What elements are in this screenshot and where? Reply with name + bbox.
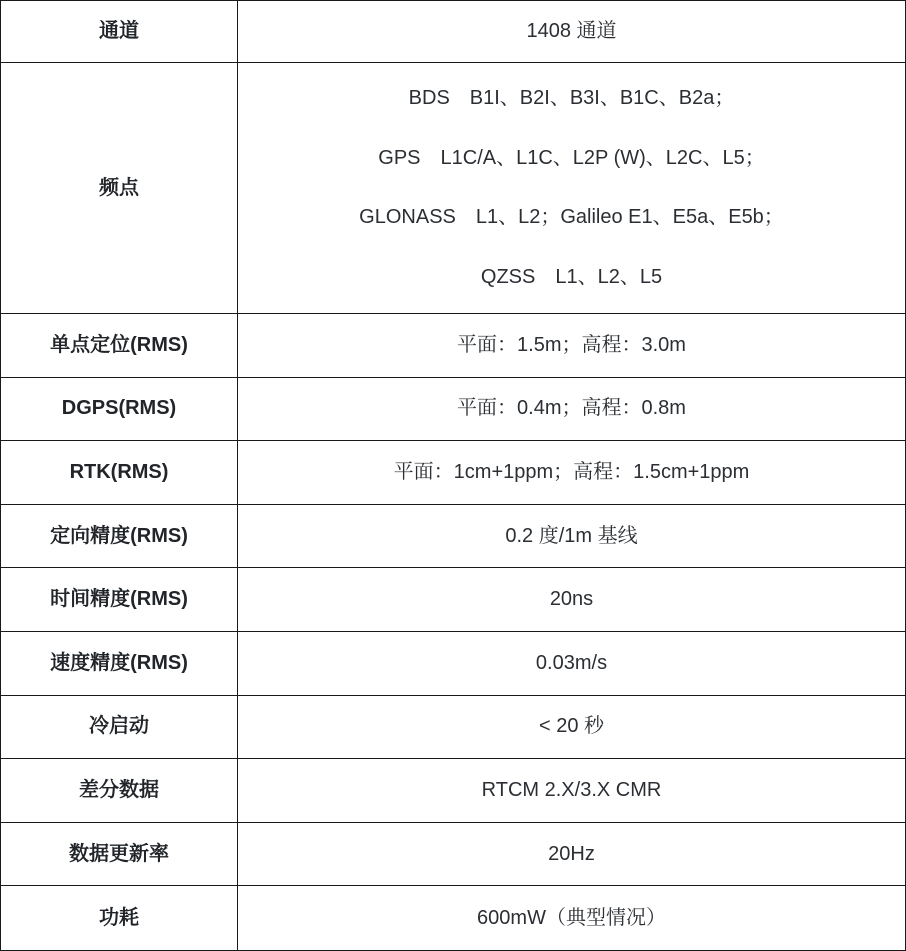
- value-cell-heading-accuracy-rms: 0.2 度/1m 基线: [238, 505, 905, 569]
- label-cell-channels: 通道: [1, 1, 238, 63]
- frequency-line-gps: GPS L1C/A、L1C、L2P (W)、L2C、L5；: [378, 146, 765, 169]
- label-cell-differential-data: 差分数据: [1, 759, 238, 823]
- label-cell-heading-accuracy-rms: 定向精度(RMS): [1, 505, 238, 569]
- frequency-line-bds: BDS B1I、B2I、B3I、B1C、B2a；: [408, 87, 735, 110]
- label-cell-single-point-rms: 单点定位(RMS): [1, 314, 238, 378]
- value-cell-power-consumption: 600mW（典型情况）: [477, 906, 666, 929]
- value-cell-data-update-rate: 20Hz: [238, 823, 905, 887]
- label-cell-data-update-rate: 数据更新率: [1, 823, 238, 887]
- value-cell-frequencies: [238, 63, 905, 314]
- value-cell-differential-data: RTCM 2.X/3.X CMR: [238, 759, 905, 823]
- value-cell-dgps-rms: 平面：0.4m；高程：0.8m: [238, 378, 905, 442]
- frequency-line-glonass-galileo: GLONASS L1、L2；Galileo E1、E5a、E5b；: [359, 206, 784, 229]
- value-cell-channels: 1408 通道: [238, 1, 905, 63]
- label-cell-cold-start: 冷启动: [1, 696, 238, 760]
- value-cell-cold-start: < 20 秒: [238, 696, 905, 760]
- label-cell-velocity-accuracy-rms: 速度精度(RMS): [1, 632, 238, 696]
- label-cell-time-accuracy-rms: 时间精度(RMS): [1, 568, 238, 632]
- label-cell-power-consumption: 功耗: [1, 886, 238, 950]
- frequency-line-qzss: QZSS L1、L2、L5: [480, 265, 663, 288]
- label-cell-frequencies: 频点: [1, 63, 238, 314]
- label-cell-dgps-rms: DGPS(RMS): [1, 378, 238, 442]
- value-cell-velocity-accuracy-rms: 0.03m/s: [238, 632, 905, 696]
- value-cell-rtk-rms: 平面：1cm+1ppm；高程：1.5cm+1ppm: [238, 441, 905, 505]
- label-cell-rtk-rms: RTK(RMS): [1, 441, 238, 505]
- value-cell-single-point-rms: 平面：1.5m；高程：3.0m: [238, 314, 905, 378]
- value-cell-time-accuracy-rms: 20ns: [238, 568, 905, 632]
